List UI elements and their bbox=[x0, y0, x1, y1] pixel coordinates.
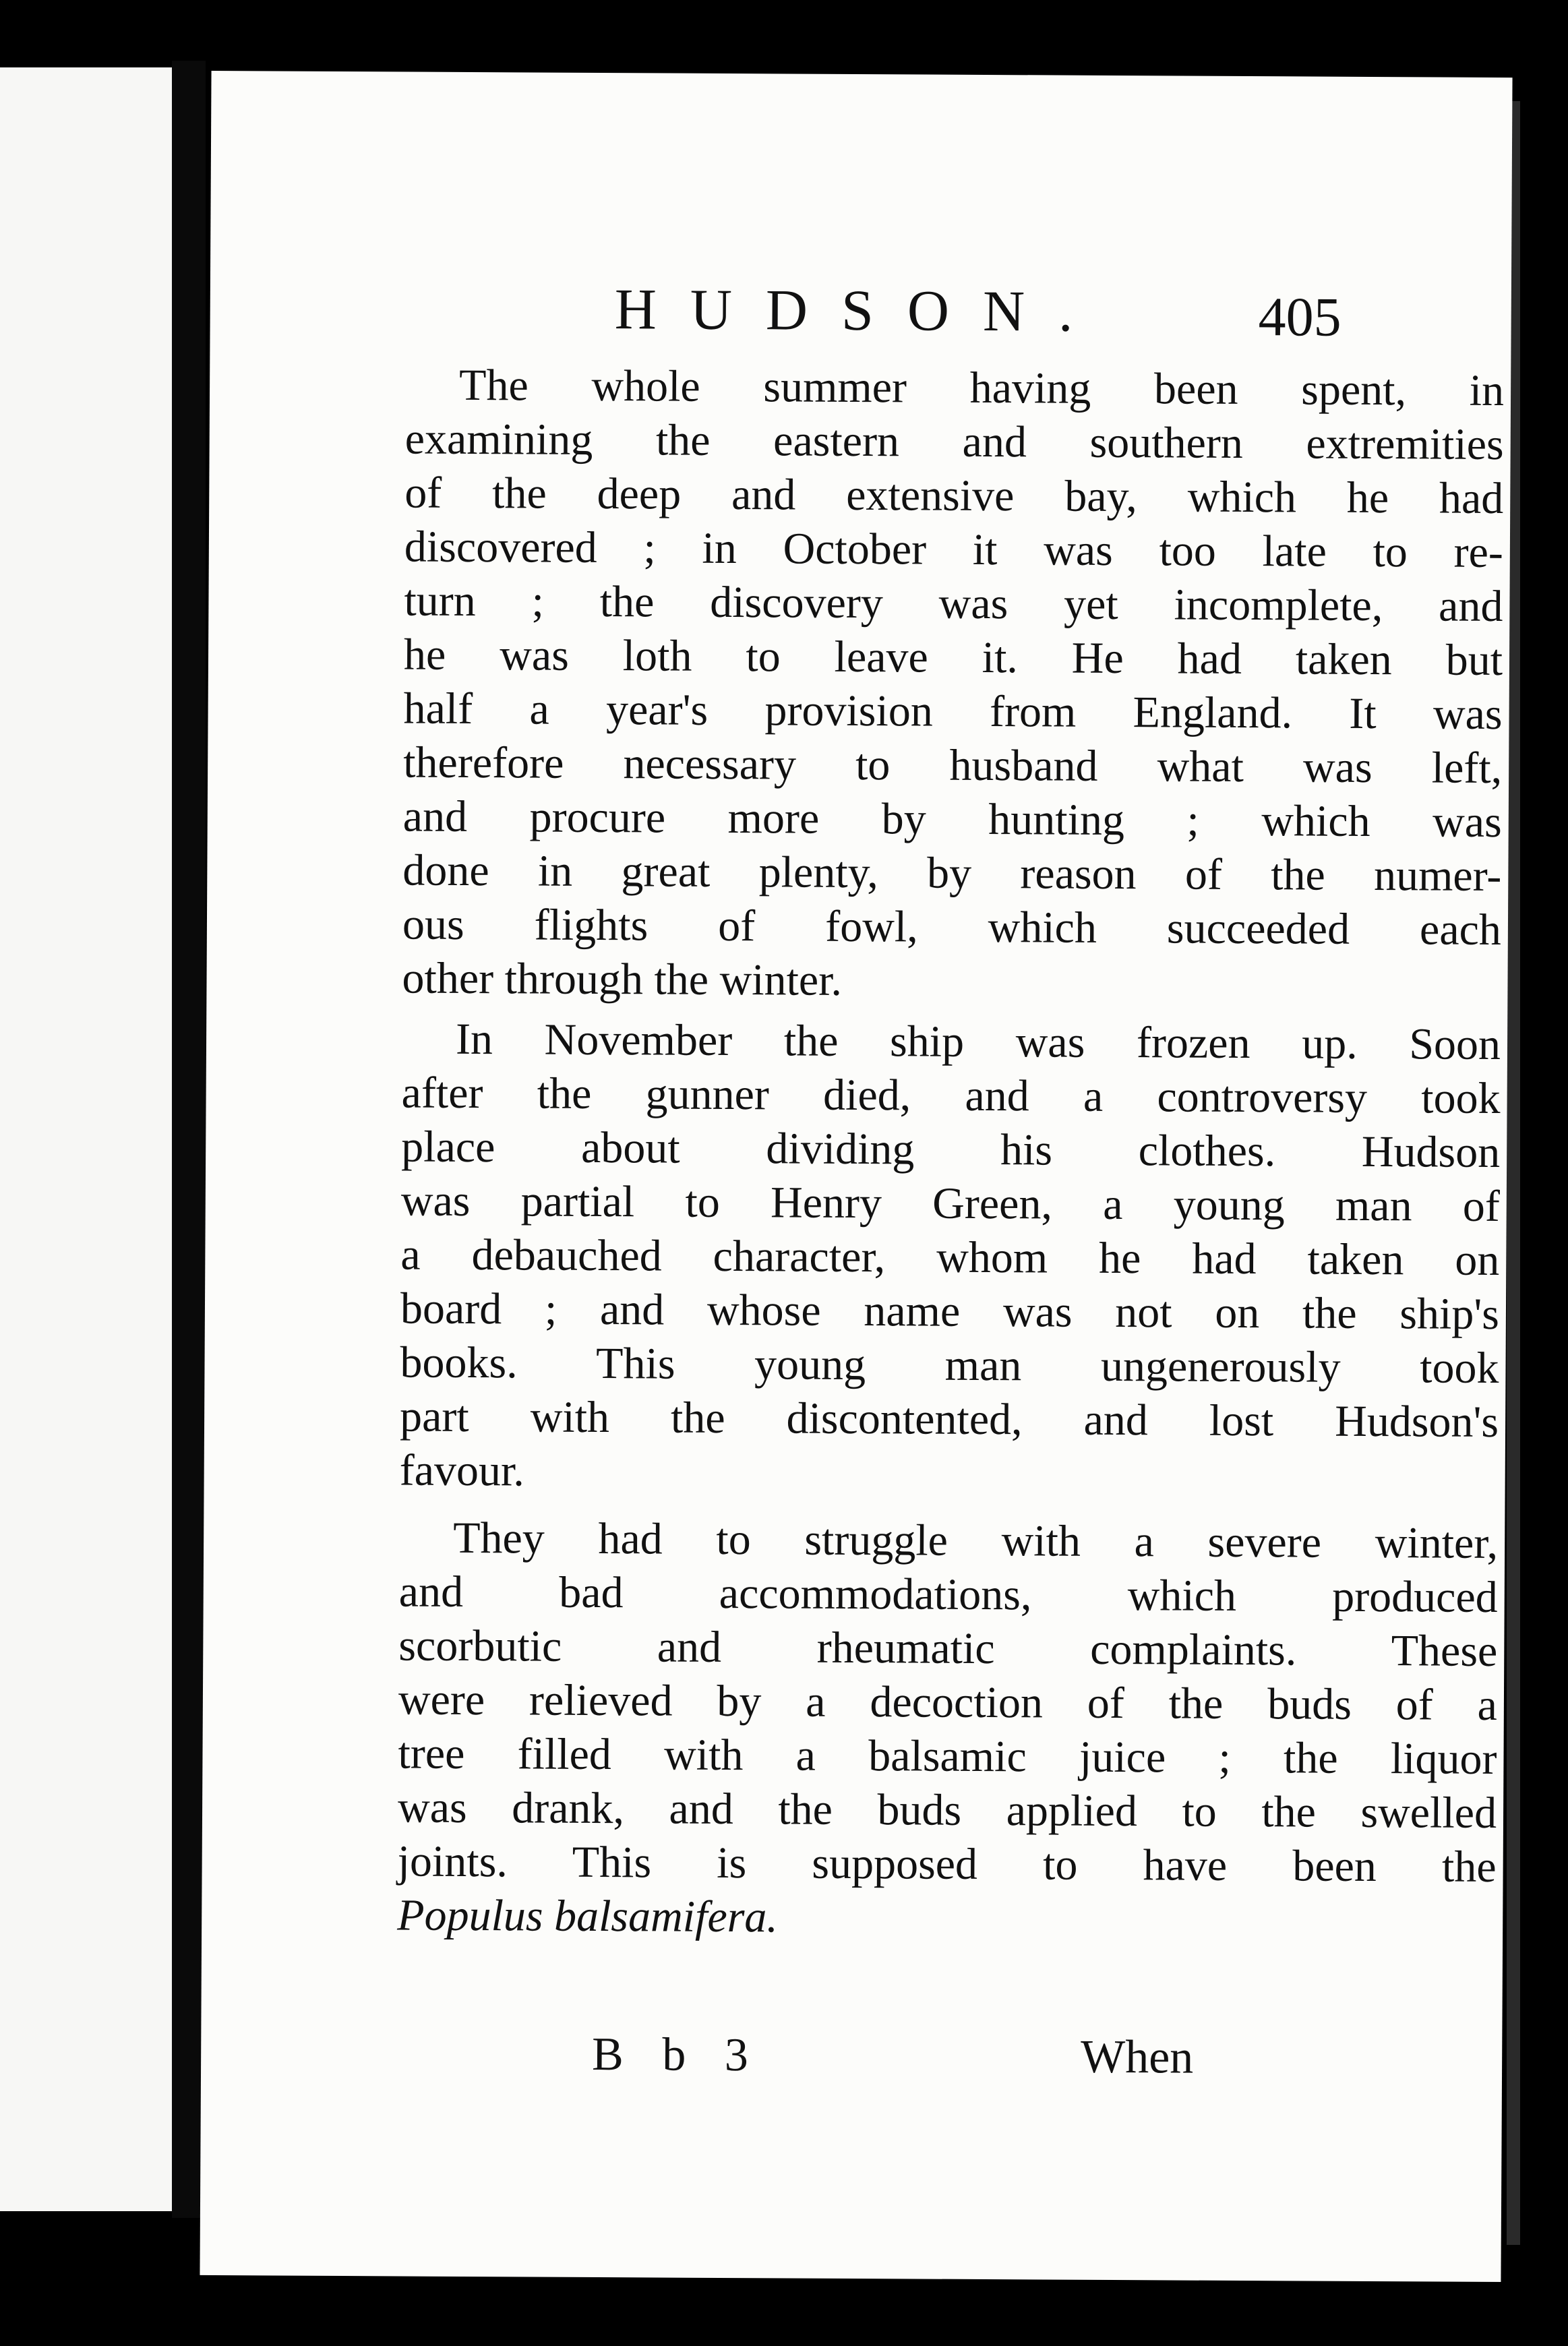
running-head: HUDSON. bbox=[614, 276, 1107, 344]
book-gutter bbox=[172, 61, 206, 2218]
text-line: and procure more by hunting ; which was bbox=[402, 791, 1502, 847]
catchword: When bbox=[1080, 2031, 1194, 2084]
text-line: a debauched character, whom he had taken on bbox=[400, 1230, 1500, 1285]
page-number: 405 bbox=[1258, 286, 1341, 348]
text-line: scorbutic and rheumatic complaints. These bbox=[398, 1621, 1498, 1676]
text-line: place about dividing his clothes. Hudson bbox=[401, 1122, 1501, 1178]
text-line: discovered ; in October it was too late to re- bbox=[404, 522, 1504, 578]
text-line: The whole summer having been spent, in bbox=[458, 360, 1505, 416]
page-footer bbox=[201, 2026, 1503, 2107]
text-line: he was loth to leave it. He had taken but bbox=[403, 630, 1503, 686]
text-line: board ; and whose name was not on the ship's bbox=[400, 1284, 1500, 1339]
text-line: therefore necessary to husband what was left, bbox=[403, 738, 1503, 793]
text-line: They had to struggle with a severe winter, bbox=[452, 1513, 1499, 1568]
facing-page-edge bbox=[0, 67, 172, 2211]
text-line: half a year's provision from England. It was bbox=[403, 684, 1503, 740]
text-line: done in great plenty, by reason of the numer- bbox=[402, 845, 1502, 901]
text-line: after the gunner died, and a controversy took bbox=[401, 1068, 1501, 1124]
text-line: were relieved by a decoction of the buds of a bbox=[398, 1675, 1498, 1730]
text-line: ous flights of fowl, which succeeded each bbox=[402, 899, 1502, 955]
book-page bbox=[200, 71, 1512, 2282]
text-line: books. This young man ungenerously took bbox=[400, 1337, 1499, 1393]
text-line: tree filled with a balsamic juice ; the liquor bbox=[398, 1728, 1497, 1784]
text-line: joints. This is supposed to have been the bbox=[397, 1836, 1497, 1892]
text-line: was partial to Henry Green, a young man of bbox=[400, 1176, 1500, 1231]
text-line: and bad accommodations, which produced bbox=[398, 1567, 1498, 1622]
text-line: was drank, and the buds applied to the swelled bbox=[397, 1782, 1497, 1838]
text-line: examining the eastern and southern extremities bbox=[404, 414, 1504, 470]
text-line: of the deep and extensive bay, which he had bbox=[404, 468, 1504, 524]
text-line: part with the discontented, and lost Hudson's bbox=[399, 1391, 1499, 1447]
text-line: other through the winter. bbox=[402, 953, 843, 1005]
text-line-italic: Populus balsamifera. bbox=[397, 1890, 779, 1942]
text-line: In November the ship was frozen up. Soon bbox=[455, 1014, 1501, 1070]
signature-mark: B b 3 bbox=[591, 2028, 762, 2082]
text-line: turn ; the discovery was yet incomplete, and bbox=[404, 576, 1503, 632]
text-line: favour. bbox=[399, 1445, 525, 1496]
body-text bbox=[200, 71, 1512, 2282]
